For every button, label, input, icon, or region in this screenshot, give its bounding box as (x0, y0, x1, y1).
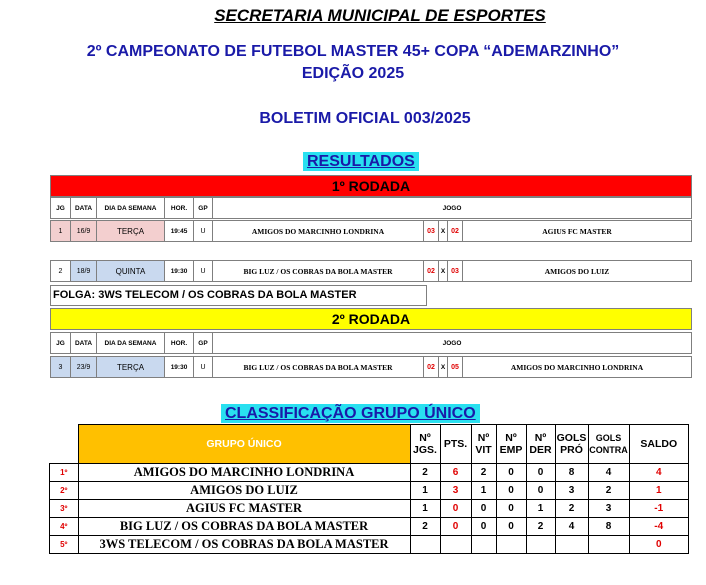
game-gp: U (194, 261, 213, 282)
row-emp: 0 (496, 518, 526, 536)
game-away-score: 02 (448, 221, 463, 242)
col-gp: GP (194, 333, 213, 354)
row-pts: 0 (440, 500, 471, 518)
round1-bar: 1º RODADA (50, 175, 692, 197)
row-team: AMIGOS DO MARCINHO LONDRINA (78, 464, 410, 482)
col-jg: JG (51, 333, 71, 354)
table-row (50, 518, 689, 536)
game-hor: 19:30 (165, 261, 194, 282)
round2-header (50, 332, 692, 354)
row-saldo: -4 (629, 518, 689, 536)
row-gc: 3 (588, 500, 629, 518)
bulletin-title: BOLETIM OFICIAL 003/2025 (259, 110, 471, 127)
row-gc (588, 536, 629, 554)
row-pos: 5º (50, 536, 79, 554)
hdr-emp: Nº EMP (496, 425, 526, 464)
row-pts: 0 (440, 518, 471, 536)
round1-header (50, 197, 692, 219)
row-vit: 0 (471, 518, 496, 536)
row-gc: 4 (588, 464, 629, 482)
row-emp: 0 (496, 482, 526, 500)
game-home-score: 02 (424, 261, 439, 282)
table-row (50, 500, 689, 518)
folga-note: FOLGA: 3WS TELECOM / OS COBRAS DA BOLA MASTER (50, 285, 427, 306)
row-team: AMIGOS DO LUIZ (78, 482, 410, 500)
results-label: RESULTADOS (303, 152, 419, 171)
row-gp: 4 (555, 518, 588, 536)
col-hor: HOR. (165, 198, 194, 219)
edition-title: EDIÇÃO 2025 (301, 65, 405, 82)
game-gp: U (194, 357, 213, 378)
game-data: 16/9 (71, 221, 97, 242)
row-gp: 3 (555, 482, 588, 500)
row-jgs: 2 (410, 464, 440, 482)
col-dia: DIA DA SEMANA (97, 198, 165, 219)
game-away: AMIGOS DO LUIZ (463, 261, 692, 282)
row-saldo: 1 (629, 482, 689, 500)
game-data: 23/9 (71, 357, 97, 378)
row-pos: 1º (50, 464, 79, 482)
col-jg: JG (51, 198, 71, 219)
row-jgs: 1 (410, 500, 440, 518)
game-home-score: 02 (424, 357, 439, 378)
game-away-score: 03 (448, 261, 463, 282)
table-row (50, 356, 692, 378)
game-hor: 19:45 (165, 221, 194, 242)
row-pts: 3 (440, 482, 471, 500)
row-der: 1 (526, 500, 555, 518)
col-data: DATA (71, 333, 97, 354)
game-jg: 3 (51, 357, 71, 378)
row-pos: 3º (50, 500, 79, 518)
championship-title: 2º CAMPEONATO DE FUTEBOL MASTER 45+ COPA “ADEMARZINHO” (86, 43, 620, 60)
table-row (50, 536, 689, 554)
row-gp (555, 536, 588, 554)
game-dia: TERÇA (97, 357, 165, 378)
row-der: 0 (526, 482, 555, 500)
row-team: 3WS TELECOM / OS COBRAS DA BOLA MASTER (78, 536, 410, 554)
org-title: SECRETARIA MUNICIPAL DE ESPORTES (214, 6, 546, 25)
game-dia: QUINTA (97, 261, 165, 282)
game-away: AMIGOS DO MARCINHO LONDRINA (463, 357, 692, 378)
row-der: 2 (526, 518, 555, 536)
row-gp: 8 (555, 464, 588, 482)
table-row (50, 220, 692, 242)
row-saldo: 4 (629, 464, 689, 482)
row-jgs: 2 (410, 518, 440, 536)
game-x: X (439, 357, 448, 378)
game-x: X (439, 221, 448, 242)
hdr-gc: GOLS CONTRA (588, 425, 629, 464)
row-saldo: 0 (629, 536, 689, 554)
row-emp (496, 536, 526, 554)
row-vit: 1 (471, 482, 496, 500)
row-team: BIG LUZ / OS COBRAS DA BOLA MASTER (78, 518, 410, 536)
game-home-score: 03 (424, 221, 439, 242)
row-der: 0 (526, 464, 555, 482)
row-pos: 4º (50, 518, 79, 536)
col-hor: HOR. (165, 333, 194, 354)
row-jgs: 1 (410, 482, 440, 500)
row-vit: 0 (471, 500, 496, 518)
game-home: AMIGOS DO MARCINHO LONDRINA (213, 221, 424, 242)
game-hor: 19:30 (165, 357, 194, 378)
row-pts (440, 536, 471, 554)
row-saldo: -1 (629, 500, 689, 518)
row-der (526, 536, 555, 554)
hdr-der: Nº DER (526, 425, 555, 464)
row-pts: 6 (440, 464, 471, 482)
table-row (50, 260, 692, 282)
col-dia: DIA DA SEMANA (97, 333, 165, 354)
hdr-jgs: Nº JGS. (410, 425, 440, 464)
game-away: AGIUS FC MASTER (463, 221, 692, 242)
row-vit (471, 536, 496, 554)
row-pos: 2º (50, 482, 79, 500)
col-gp: GP (194, 198, 213, 219)
game-jg: 1 (51, 221, 71, 242)
row-emp: 0 (496, 464, 526, 482)
hdr-saldo: SALDO (629, 425, 689, 464)
round2-bar: 2º RODADA (50, 308, 692, 330)
row-gc: 8 (588, 518, 629, 536)
game-away-score: 05 (448, 357, 463, 378)
row-emp: 0 (496, 500, 526, 518)
hdr-gp: GOLS PRÓ (555, 425, 588, 464)
col-jogo: JOGO (213, 198, 692, 219)
game-dia: TERÇA (97, 221, 165, 242)
group-title: GRUPO ÚNICO (78, 425, 410, 464)
row-vit: 2 (471, 464, 496, 482)
row-team: AGIUS FC MASTER (78, 500, 410, 518)
classification-label: CLASSIFICAÇÃO GRUPO ÚNICO (221, 404, 480, 423)
game-home: BIG LUZ / OS COBRAS DA BOLA MASTER (213, 357, 424, 378)
table-row (50, 482, 689, 500)
game-gp: U (194, 221, 213, 242)
classification-table (49, 424, 689, 554)
row-jgs (410, 536, 440, 554)
row-gp: 2 (555, 500, 588, 518)
row-gc: 2 (588, 482, 629, 500)
game-data: 18/9 (71, 261, 97, 282)
game-jg: 2 (51, 261, 71, 282)
col-data: DATA (71, 198, 97, 219)
hdr-vit: Nº VIT (471, 425, 496, 464)
table-row (50, 464, 689, 482)
col-jogo: JOGO (213, 333, 692, 354)
game-home: BIG LUZ / OS COBRAS DA BOLA MASTER (213, 261, 424, 282)
hdr-pts: PTS. (440, 425, 471, 464)
game-x: X (439, 261, 448, 282)
